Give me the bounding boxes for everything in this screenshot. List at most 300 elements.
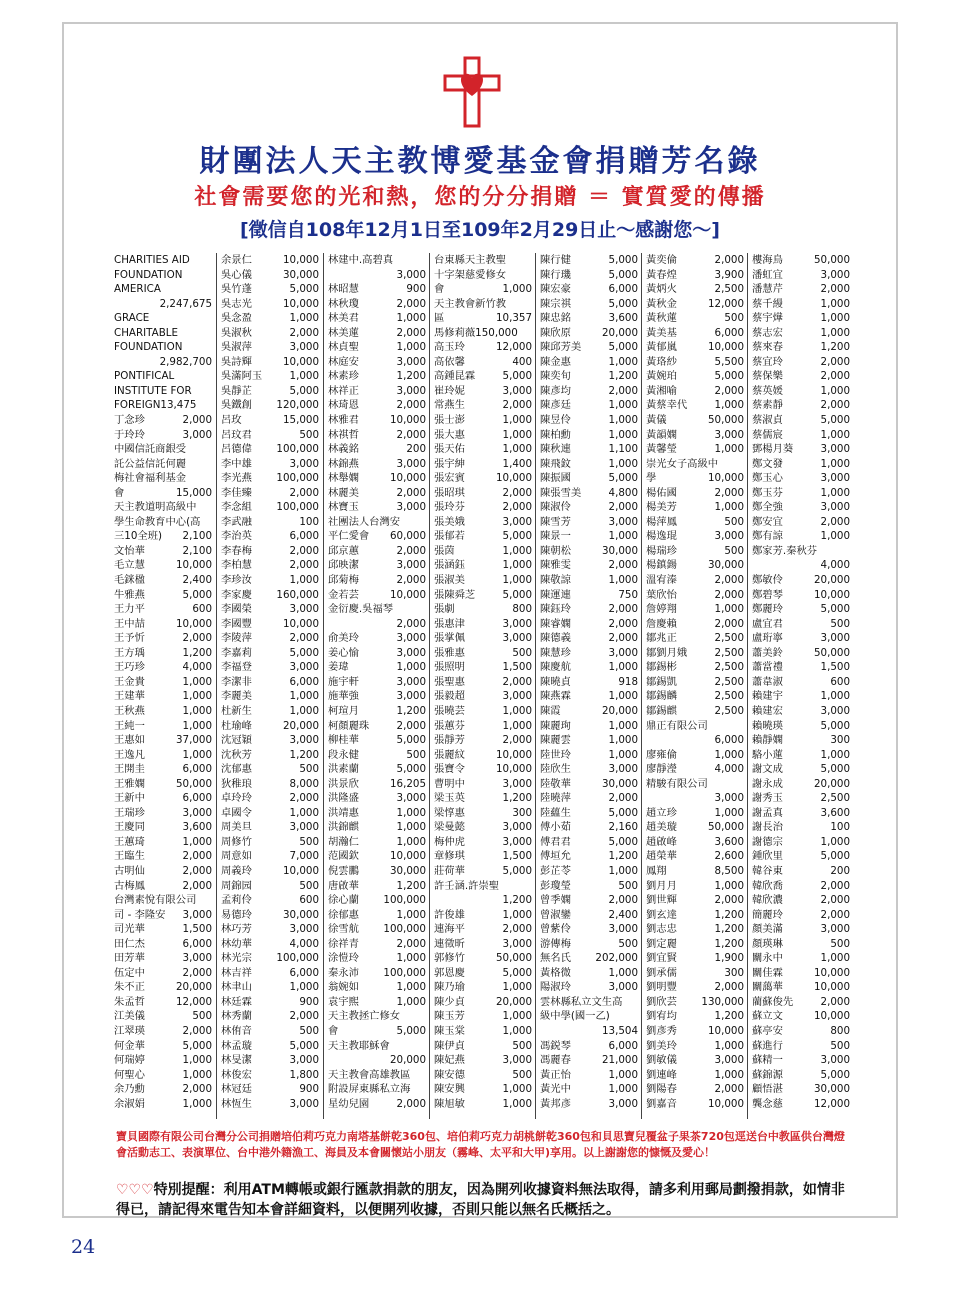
donor-row <box>114 602 212 617</box>
donor-name: 鳳翔 <box>646 864 667 877</box>
donor-name: 孟莉伶 <box>221 894 252 907</box>
donor-row <box>434 428 532 443</box>
donor-row <box>646 602 744 617</box>
donor-name: 邱京蕙 <box>328 544 359 557</box>
donor-name: 黃儀 <box>646 414 667 427</box>
donor-row <box>752 937 850 952</box>
donor-amount: 2,000 <box>396 719 426 732</box>
donor-name: 許俊雄 <box>434 908 465 921</box>
donor-row <box>540 268 638 283</box>
donor-name: 林素珍 <box>328 370 359 383</box>
donor-amount: 10,000 <box>813 1010 850 1023</box>
donor-row <box>328 398 426 413</box>
donor-row <box>328 529 426 544</box>
donor-name: 李珍汝 <box>221 574 252 587</box>
donor-amount: 1,000 <box>608 690 638 703</box>
donor-name: 平仁愛會 <box>328 530 370 543</box>
donor-name: 精駿有限公司 <box>646 777 708 790</box>
donor-row <box>752 282 850 297</box>
donor-amount: 1,000 <box>608 864 638 877</box>
donor-amount: 15,000 <box>175 486 212 499</box>
donor-name: 林昭慧 <box>328 283 359 296</box>
column-divider <box>429 253 430 1119</box>
donor-amount: 2,500 <box>714 283 744 296</box>
donor-row <box>434 704 532 719</box>
donor-row <box>752 951 850 966</box>
donor-row <box>221 1053 319 1068</box>
donor-row <box>646 835 744 850</box>
donor-row <box>752 646 850 661</box>
donor-name: 顏美滿 <box>752 923 783 936</box>
donor-amount: 2,500 <box>714 704 744 717</box>
donor-name: 陳欣原 <box>540 326 571 339</box>
donor-amount: 3,000 <box>502 1054 532 1067</box>
donor-name: 韓欣喬 <box>752 879 783 892</box>
donor-name: 黃韻嫻 <box>646 428 677 441</box>
donor-amount: 16,205 <box>389 777 426 790</box>
donor-amount: 3,000 <box>502 515 532 528</box>
donor-row <box>646 355 744 370</box>
donor-name: 陳玉芳 <box>434 1010 465 1023</box>
donor-row <box>434 558 532 573</box>
donor-name: 周修竹 <box>221 835 252 848</box>
donor-name: 鄒錫麟 <box>646 690 677 703</box>
donor-amount: 600 <box>299 894 319 907</box>
donor-name: 林吉祥 <box>221 966 252 979</box>
donor-row <box>221 384 319 399</box>
donor-row <box>114 282 212 297</box>
donor-name: 王力平 <box>114 603 145 616</box>
donor-name: 王惠如 <box>114 734 145 747</box>
donor-name: 崔玲妮 <box>434 384 465 397</box>
donor-name: 梅仲虎 <box>434 835 465 848</box>
column-divider <box>747 253 748 1119</box>
donor-row <box>221 719 319 734</box>
donor-amount: 2,000 <box>820 370 850 383</box>
donor-row <box>752 980 850 995</box>
donor-amount: 1,000 <box>820 312 850 325</box>
donor-amount: 120,000 <box>276 399 319 412</box>
donor-amount: 1,000 <box>714 879 744 892</box>
donor-amount: 12,000 <box>707 297 744 310</box>
donor-row <box>646 704 744 719</box>
donor-row <box>221 864 319 879</box>
donor-row <box>114 791 212 806</box>
donor-amount: 3,000 <box>182 428 212 441</box>
donor-amount: 7,000 <box>289 850 319 863</box>
donor-name: 王慶同 <box>114 821 145 834</box>
donor-name: 古明仙 <box>114 864 145 877</box>
donor-name: 徐雪航 <box>328 923 359 936</box>
donor-name: 丁念珍 <box>114 414 145 427</box>
donor-name: 何瑞婷 <box>114 1054 145 1067</box>
donor-row <box>114 937 212 952</box>
donor-amount: 10,000 <box>175 617 212 630</box>
donor-name: 毛立慧 <box>114 559 145 572</box>
donor-name: 馬修莉薇150,000 <box>434 326 518 339</box>
donor-name: 張玲芬 <box>434 501 465 514</box>
donor-name: 會 <box>114 486 125 499</box>
donor-amount: 5,000 <box>608 297 638 310</box>
donor-amount: 4,000 <box>820 559 850 572</box>
donor-row <box>646 660 744 675</box>
donor-row <box>328 428 426 443</box>
reminder-text <box>116 1180 848 1220</box>
donor-row <box>434 733 532 748</box>
donor-name: 周美旦 <box>221 821 252 834</box>
donor-name: 三10全班) <box>114 530 163 543</box>
donor-name: 潘虹宜 <box>752 268 783 281</box>
donor-name: 余景仁 <box>221 254 252 266</box>
donor-name: 林寶玉 <box>328 501 359 514</box>
donor-name: 施華強 <box>328 690 359 703</box>
donor-name: 陳彥均 <box>540 384 571 397</box>
donor-name: 級中學(國一乙) <box>540 1010 610 1023</box>
donor-name: 林侑音 <box>221 1024 252 1037</box>
donor-amount: 5,000 <box>820 763 850 776</box>
donor-name: 陸世玲 <box>540 748 571 761</box>
donor-amount: 50,000 <box>175 777 212 790</box>
donor-name: 柯顏麗珠 <box>328 719 370 732</box>
donor-row <box>221 1024 319 1039</box>
donor-name: 鄭玉芬 <box>752 486 783 499</box>
donor-amount: 10,000 <box>707 341 744 354</box>
donor-amount: 3,000 <box>289 341 319 354</box>
donor-name: 劉陽春 <box>646 1083 677 1096</box>
donor-name: 林美君 <box>328 312 359 325</box>
donor-row <box>221 573 319 588</box>
donor-name: 韓欣濃 <box>752 894 783 907</box>
donor-name: 陳金惠 <box>540 355 571 368</box>
donor-row <box>114 1039 212 1054</box>
donor-name: 朱孟哲 <box>114 995 145 1008</box>
donor-amount: 3,000 <box>396 632 426 645</box>
donor-amount: 21,000 <box>601 1054 638 1067</box>
donor-name: 洪靖惠 <box>328 806 359 819</box>
donor-amount: 1,200 <box>714 1010 744 1023</box>
donor-name: 施宇軒 <box>328 675 359 688</box>
donor-amount: 5,000 <box>608 254 638 266</box>
donor-name: 黃郁嵐 <box>646 341 677 354</box>
donor-amount: 2,000 <box>714 981 744 994</box>
donor-name: 天主教耶穌會 <box>328 1039 390 1052</box>
donor-amount: 1,000 <box>714 501 744 514</box>
donor-name: 韓谷東 <box>752 864 783 877</box>
donor-row <box>752 617 850 632</box>
donor-amount: 50,000 <box>707 821 744 834</box>
donor-row <box>328 311 426 326</box>
donor-name: 陳敬諒 <box>540 574 571 587</box>
donor-amount: 500 <box>299 1024 319 1037</box>
donor-amount: 1,000 <box>820 486 850 499</box>
donor-amount: 2,000 <box>714 1083 744 1096</box>
donor-amount: 2,100 <box>182 544 212 557</box>
donor-row <box>540 777 638 792</box>
donor-name: 陳忠銘 <box>540 312 571 325</box>
donor-name: 附設屏東縣私立海 <box>328 1083 411 1096</box>
donor-row <box>328 268 426 283</box>
donor-amount: 2,000 <box>820 355 850 368</box>
donor-name: 劉欣芸 <box>646 995 677 1008</box>
donor-amount: 5,000 <box>396 763 426 776</box>
donor-amount: 130,000 <box>701 995 744 1008</box>
donor-amount: 5,000 <box>608 341 638 354</box>
donor-name: 王方瑀 <box>114 646 145 659</box>
donor-amount: 1,000 <box>714 443 744 456</box>
donor-name: 劉宜賢 <box>646 952 677 965</box>
donor-name: 林舉嫻 <box>328 472 359 485</box>
donor-row <box>752 660 850 675</box>
donor-row <box>434 486 532 501</box>
donor-name: 陳昱伶 <box>540 414 571 427</box>
donor-name: 鄭碧琴 <box>752 588 783 601</box>
donor-name: 吳詩輝 <box>221 355 252 368</box>
donor-amount: 3,000 <box>289 923 319 936</box>
donor-row <box>221 428 319 443</box>
donor-amount: 1,200 <box>396 879 426 892</box>
donor-row <box>752 893 850 908</box>
donor-row <box>434 617 532 632</box>
donor-row <box>752 922 850 937</box>
donor-row <box>540 1097 638 1112</box>
donor-amount: 2,000 <box>182 864 212 877</box>
donor-amount: 500 <box>512 646 532 659</box>
donor-name: 牛雅燕 <box>114 588 145 601</box>
donor-name: 劉宥均 <box>646 1010 677 1023</box>
donor-row <box>646 995 744 1010</box>
donor-row <box>221 1097 319 1112</box>
donor-amount: 500 <box>406 748 426 761</box>
donor-amount: 3,000 <box>396 646 426 659</box>
donor-name: 王雅嫻 <box>114 777 145 790</box>
donor-amount: 5,000 <box>820 414 850 427</box>
donor-name: 雲林縣私立文生高 <box>540 995 623 1008</box>
donor-row <box>221 646 319 661</box>
donor-row <box>540 791 638 806</box>
donor-name: 張淑美 <box>434 574 465 587</box>
donor-amount: 1,100 <box>608 443 638 456</box>
donor-name: 林旻潔 <box>221 1054 252 1067</box>
donor-row <box>752 253 850 268</box>
donor-name: 蘇立文 <box>752 1010 783 1023</box>
donor-name: 張照明 <box>434 661 465 674</box>
donor-amount: 2,000 <box>182 414 212 427</box>
donor-row <box>540 515 638 530</box>
donor-amount: 100,000 <box>276 443 319 456</box>
donor-row <box>434 908 532 923</box>
donor-row <box>328 369 426 384</box>
donor-amount: 3,000 <box>502 384 532 397</box>
donor-row <box>221 1068 319 1083</box>
donor-name: 林美蓮 <box>328 326 359 339</box>
donor-name: 陳燕霖 <box>540 690 571 703</box>
donor-name: 連徵昕 <box>434 937 465 950</box>
donor-row <box>646 1053 744 1068</box>
donor-name: 王開圭 <box>114 763 145 776</box>
donor-amount: 2,000 <box>608 632 638 645</box>
donor-name: 蔡千縵 <box>752 297 783 310</box>
donor-amount: 1,000 <box>289 312 319 325</box>
donor-row <box>114 268 212 283</box>
donor-amount: 1,000 <box>820 748 850 761</box>
donor-amount: 3,000 <box>502 937 532 950</box>
donor-name: 沈冠穎 <box>221 734 252 747</box>
donor-amount: 8,500 <box>714 864 744 877</box>
donor-row <box>328 879 426 894</box>
donor-row <box>221 777 319 792</box>
donor-row <box>752 849 850 864</box>
donor-name: 鄭安宜 <box>752 515 783 528</box>
donor-name: 胡瀚仁 <box>328 835 359 848</box>
donor-name: 黃春煌 <box>646 268 677 281</box>
donor-row <box>540 937 638 952</box>
donor-amount: 5,000 <box>608 268 638 281</box>
donor-name: 陳玉棠 <box>434 1024 465 1037</box>
donor-name: 顧悟湛 <box>752 1083 783 1096</box>
donor-amount: 3,000 <box>714 428 744 441</box>
donor-amount: 500 <box>299 763 319 776</box>
donor-name: 李國豐 <box>221 617 252 630</box>
donor-row <box>540 893 638 908</box>
donor-name: 駱小蓮 <box>752 748 783 761</box>
donor-name: 秦永沛 <box>328 966 359 979</box>
donor-row <box>221 1039 319 1054</box>
donor-name: 黃婉珀 <box>646 370 677 383</box>
donor-row <box>328 849 426 864</box>
donation-note: 寶貝國際有限公司台灣分公司捐贈培伯莉巧克力南塔基餅乾360包、培伯莉巧克力胡桃餅乾360包和貝思寶兒覆盆子果茶720包逕送台中教區供台灣燈會活動志工、表演單位、台中港外籍漁工、海員及本會關懷站小朋友（霧峰、太平和大甲)享用。以上謝謝您的慷慨及愛心！ <box>116 1130 845 1159</box>
donor-name: 黃炳火 <box>646 283 677 296</box>
donor-name: 劉彥秀 <box>646 1024 677 1037</box>
donor-amount: 1,000 <box>502 908 532 921</box>
donor-amount: 500 <box>724 312 744 325</box>
donor-name: 盧珩寧 <box>752 632 783 645</box>
donor-row <box>328 719 426 734</box>
donor-amount: 2,000 <box>608 792 638 805</box>
donor-amount: 10,000 <box>813 588 850 601</box>
donor-name: 洪素蘭 <box>328 763 359 776</box>
donor-row <box>434 384 532 399</box>
donor-amount: 3,000 <box>820 923 850 936</box>
donor-row <box>540 879 638 894</box>
donor-name: 楊美芳 <box>646 501 677 514</box>
donor-name: 劉月月 <box>646 879 677 892</box>
donor-row <box>221 748 319 763</box>
donor-row <box>114 1082 212 1097</box>
donor-amount: 1,200 <box>502 894 532 907</box>
donor-amount: 3,000 <box>396 675 426 688</box>
donor-name: 賴建宏 <box>752 704 783 717</box>
donor-name: 張雅惠 <box>434 646 465 659</box>
donor-name: 林恆生 <box>221 1097 252 1110</box>
donor-amount: 4,800 <box>608 486 638 499</box>
donor-name: 蕭韋淑 <box>752 675 783 688</box>
donor-amount: 5,000 <box>714 370 744 383</box>
donor-amount: 10,000 <box>707 1097 744 1110</box>
donor-name: 陳麗珣 <box>540 719 571 732</box>
donor-name: 陳鈺玲 <box>540 603 571 616</box>
donor-row <box>752 558 850 573</box>
donor-name: 劉世輝 <box>646 894 677 907</box>
donor-row <box>434 980 532 995</box>
donor-row <box>646 544 744 559</box>
donor-amount: 1,000 <box>182 690 212 703</box>
donor-row <box>114 428 212 443</box>
donor-name: 劉承儒 <box>646 966 677 979</box>
donor-row <box>221 471 319 486</box>
donor-name: 張寶令 <box>434 763 465 776</box>
donor-name: 廖雍倫 <box>646 748 677 761</box>
donor-name: 蔡志宏 <box>752 326 783 339</box>
donor-amount: 1,000 <box>502 1024 532 1037</box>
donor-name: 蘇進行 <box>752 1039 783 1052</box>
donor-name: 王秋燕 <box>114 704 145 717</box>
donor-row <box>752 835 850 850</box>
donor-row <box>328 326 426 341</box>
donor-row <box>114 544 212 559</box>
donor-row <box>434 748 532 763</box>
donor-name: 蔡儒宸 <box>752 428 783 441</box>
donor-row <box>328 893 426 908</box>
donor-row <box>646 340 744 355</box>
donor-name: 呂玫 <box>221 414 242 427</box>
donor-amount: 3,000 <box>608 646 638 659</box>
donor-name: 翁婉如 <box>328 981 359 994</box>
donor-row <box>434 413 532 428</box>
donor-amount: 3,000 <box>608 1097 638 1110</box>
column-divider <box>216 253 217 1119</box>
donor-name: 周義玲 <box>221 864 252 877</box>
donor-row <box>540 471 638 486</box>
donor-name: 鄒錫麒 <box>646 704 677 717</box>
donor-amount: 2,000 <box>608 384 638 397</box>
donor-row <box>646 588 744 603</box>
donor-row <box>752 820 850 835</box>
donor-amount: 1,000 <box>608 966 638 979</box>
donor-row <box>114 675 212 690</box>
donor-amount: 1,000 <box>608 399 638 412</box>
donor-amount: 1,000 <box>714 399 744 412</box>
donor-amount: 10,000 <box>282 297 319 310</box>
donor-name: 王巧珍 <box>114 661 145 674</box>
donor-name: 台灣素悅有限公司 <box>114 894 197 907</box>
donor-row <box>752 442 850 457</box>
donor-amount: 30,000 <box>707 559 744 572</box>
donor-name: 陸敬華 <box>540 777 571 790</box>
donor-row <box>540 486 638 501</box>
donor-name: 彭瓊瑩 <box>540 879 571 892</box>
donor-row <box>646 733 744 748</box>
donor-amount: 10,000 <box>495 763 532 776</box>
donor-amount: 30,000 <box>601 777 638 790</box>
donor-amount: 10,000 <box>282 254 319 266</box>
donor-row <box>540 646 638 661</box>
donor-name: 蔡宜玲 <box>752 355 783 368</box>
donor-name: 黃馨瑩 <box>646 443 677 456</box>
donor-row <box>221 689 319 704</box>
donor-name: 倪雲鵬 <box>328 864 359 877</box>
donor-row <box>752 1024 850 1039</box>
donor-amount: 5,000 <box>182 1039 212 1052</box>
donor-row <box>752 1082 850 1097</box>
donor-name: 杜瑜峰 <box>221 719 252 732</box>
donor-amount: 3,600 <box>820 806 850 819</box>
donor-amount: 5,000 <box>820 850 850 863</box>
donor-amount: 2,000 <box>289 326 319 339</box>
donor-row <box>646 529 744 544</box>
donor-amount: 5,000 <box>608 472 638 485</box>
donor-amount: 1,200 <box>608 850 638 863</box>
donor-name: 陳振國 <box>540 472 571 485</box>
